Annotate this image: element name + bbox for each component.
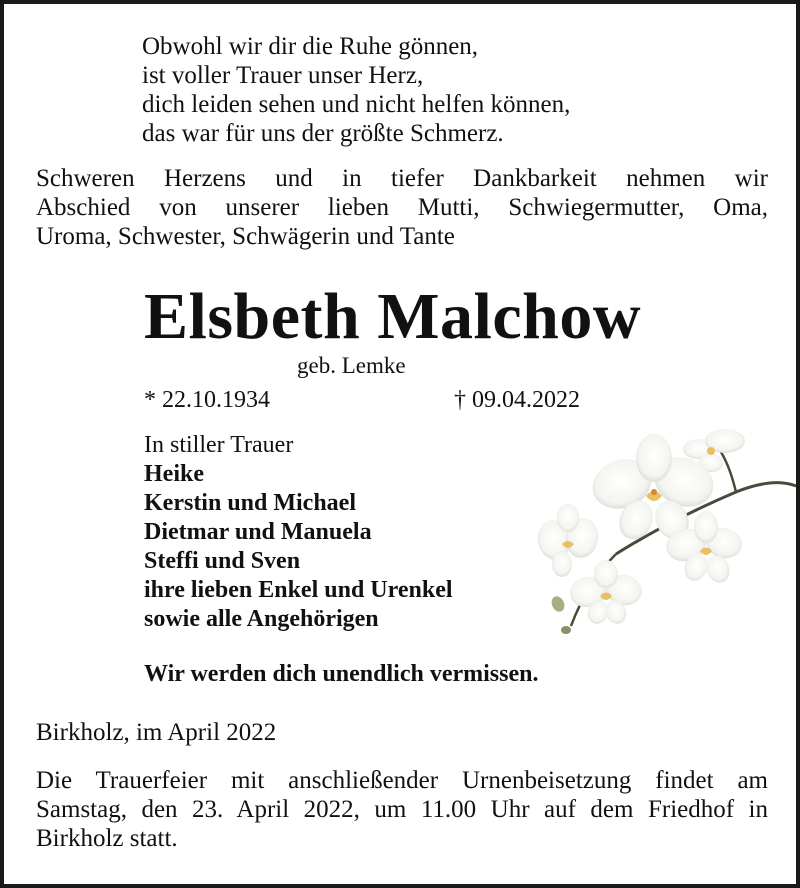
maiden-name: geb. Lemke [297,353,406,378]
mourners-list [144,431,453,634]
funeral-line: Samstag, den 23. April 2022, um 11.00 Uhr auf dem Friedhof in [36,796,768,823]
intro-line: Uroma, Schwester, Schwägerin und Tante [36,223,455,250]
funeral-details [36,766,768,853]
mourner-name: Dietmar und Manuela [144,519,372,545]
deceased-name: Elsbeth Malchow [144,280,642,353]
mourner-name: Steffi und Sven [144,548,301,574]
birth-date: * 22.10.1934 [144,387,270,413]
funeral-line: Die Trauerfeier mit anschließender Urnenbeisetzung findet am [36,767,768,794]
intro-text [36,164,768,251]
intro-line: Schweren Herzens und in tiefer Dankbarkeit nehmen wir [36,165,768,192]
mourners-heading: In stiller Trauer [144,432,294,458]
place-date: Birkholz, im April 2022 [36,719,277,746]
closing-line: Wir werden dich unendlich vermissen. [144,661,539,687]
mourner-name: ihre lieben Enkel und Urenkel [144,577,453,603]
intro-line: Abschied von unserer lieben Mutti, Schwiegermutter, Oma, [36,194,768,221]
poem [142,32,570,148]
funeral-line: Birkholz statt. [36,825,178,852]
orchid-icon [536,414,798,636]
poem-line: dich leiden sehen und nicht helfen können, [142,91,571,118]
poem-line: das war für uns der größte Schmerz. [142,120,504,147]
poem-line: ist voller Trauer unser Herz, [142,62,424,89]
mourner-name: sowie alle Angehörigen [144,606,379,632]
mourner-name: Kerstin und Michael [144,490,357,516]
mourner-name: Heike [144,461,204,487]
poem-line: Obwohl wir dir die Ruhe gönnen, [142,33,479,60]
death-date: † 09.04.2022 [454,387,580,413]
